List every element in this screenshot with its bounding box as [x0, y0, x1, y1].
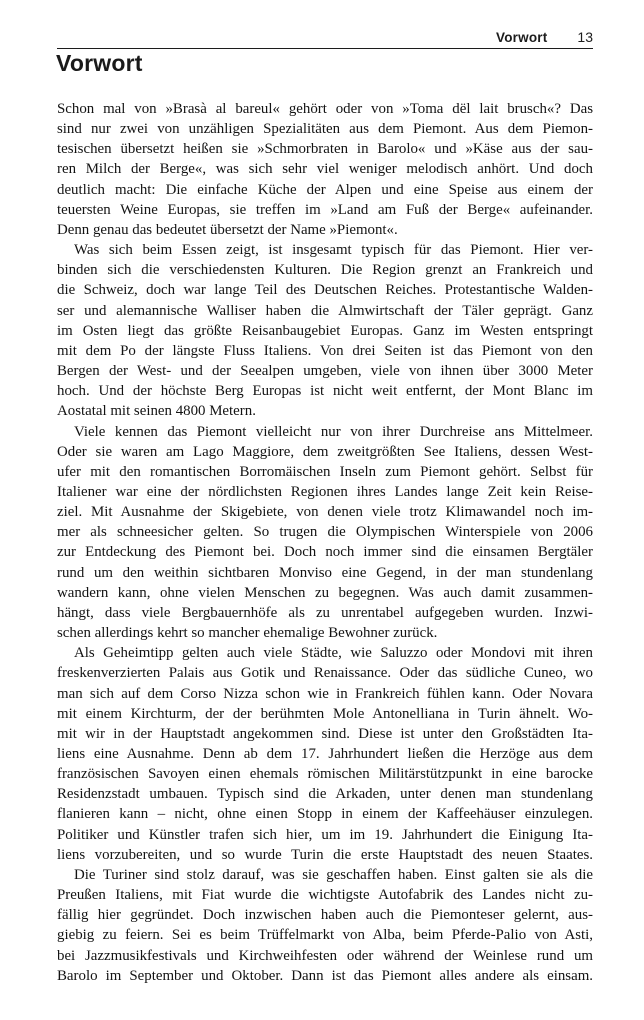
text-line: ser und alemannische Walliser haben die Almwirtschaft der Täler geprägt. Ganz [57, 302, 593, 319]
text-line: Was sich beim Essen zeigt, ist insgesamt typisch für das Piemont. Hier ver- [74, 242, 593, 259]
text-line: Schon mal von »Brasà al bareul« gehört oder von »Toma dël lait brusch«? Das [57, 101, 593, 117]
running-header [57, 29, 593, 49]
text-line: mit wir in der Hauptstadt angekommen sind. Diese ist unter den Großstädten Ita- [57, 725, 593, 742]
text-line: Die Turiner sind stolz darauf, was sie geschaffen haben. Einst galten sie als die [74, 866, 593, 883]
text-line: wandern kann, ohne vielen Menschen zu begegnen. Was auch damit zusammen- [57, 584, 593, 601]
text-line: ufer mit den romantischen Borromäischen Inseln zum Piemont gehört. Selbst für [57, 463, 593, 480]
text-line: binden sich die verschiedensten Kulturen. Die Region grenzt an Frankreich und [57, 262, 593, 279]
text-line: französischen Savoyen einen ehemals römischen Militärstützpunkt in eine barocke [57, 766, 593, 783]
text-line: Barolo im September und Oktober. Dann ist das Piemont alles andere als einsam. [57, 967, 593, 984]
text-line: Oder sie waren am Lago Maggiore, dem zweitgrößten See Italiens, dessen West- [57, 443, 593, 460]
text-line: Politiker und Künstler trafen sich hier, um im 19. Jahrhundert die Einigung Ita- [57, 826, 593, 843]
text-line: Italiener war eine der nördlichsten Regionen ihres Landes lange Zeit kein Reise- [57, 483, 593, 500]
text-line: man sich auf dem Corso Nizza schon wie in Frankreich fühlen kann. Oder Novara [57, 685, 593, 702]
page-title: Vorwort [56, 50, 143, 76]
text-line: Aostatal mit seinen 4800 Metern. [57, 403, 256, 420]
paragraph [57, 99, 593, 240]
text-line: fällig hier gegründet. Doch inzwischen haben auch die Piemonteser gelernt, aus- [57, 907, 593, 924]
text-line: Als Geheimtipp gelten auch viele Städte, wie Saluzzo oder Mondovi mit ihren [74, 645, 593, 662]
text-line: Viele kennen das Piemont vielleicht nur von ihrer Durchreise ans Mittelmeer. [74, 423, 593, 440]
text-line: Residenzstadt umbauen. Typisch sind die Arkaden, unter denen man stundenlang [57, 786, 593, 803]
text-line: schen allerdings kehrt so mancher ehemalige Bewohner zurück. [57, 625, 438, 642]
page-number: 13 [577, 29, 593, 45]
running-header-section-title: Vorwort [496, 30, 548, 45]
text-line: ziel. Mit Ausnahme der Skigebiete, von denen viele trotz Klimawandel noch im- [57, 504, 593, 521]
text-line: Preußen Italiens, mit Fiat wurde die wichtigste Autofabrik des Landes nicht zu- [57, 887, 593, 904]
text-line: mit einem Kirchturm, der der berühmten Mole Antonelliana in Turin ähnelt. Wo- [57, 705, 593, 722]
text-line: die Schweiz, doch war lange Teil des Deutschen Reiches. Protestantische Walden- [57, 282, 593, 299]
text-line: teuersten Weine Europas, sie treffen im »Land am Fuß der Berge« aufeinander. [57, 201, 593, 218]
text-line: rund um den weithin sichtbaren Monviso eine Gegend, in der man stundenlang [57, 564, 593, 581]
text-line: Denn genau das bedeutet übersetzt der Name »Piemont«. [57, 221, 398, 238]
text-line: sind nur zwei von unzähligen Spezialitäten aus dem Piemont. Aus dem Piemon- [57, 121, 593, 138]
text-line: mer als schneesicher gelten. So trugen die Olympischen Winterspiele von 2006 [57, 524, 593, 541]
body-text [57, 99, 593, 986]
text-line: Bergen der West- und der Seealpen umgeben, viele von ihnen über 3000 Meter [57, 363, 593, 380]
text-line: ren Milch der Berge«, was sich sehr viel weniger melodisch anhört. Und doch [57, 161, 593, 178]
text-line: bei Jazzmusikfestivals und Kirchweihfesten oder während der Weinlese rund um [57, 947, 593, 964]
text-line: im Osten liegt das größte Reisanbaugebiet Europas. Ganz im Westen entspringt [57, 322, 593, 339]
text-line: hängt, dass viele Bergbauernhöfe als zu unrentabel aufgegeben wurden. Inzwi- [57, 604, 593, 621]
text-line: liens vorzubereiten, und so wurde Turin die erste Hauptstadt des neuen Staates. [57, 846, 593, 863]
paragraph [57, 422, 593, 644]
paragraph [57, 865, 593, 986]
text-line: freskenverzierten Palais aus Gotik und Renaissance. Oder das südliche Cuneo, wo [57, 665, 593, 682]
paragraph [57, 240, 593, 421]
text-line: liens eine Ausnahme. Denn ab dem 17. Jahrhundert ließen die Herzöge aus dem [57, 746, 593, 762]
text-line: deutlich macht: Die einfache Küche der Alpen und eine Speise aus einem der [57, 181, 593, 198]
text-line: hoch. Und der höchste Berg Europas ist nicht weit entfernt, der Mont Blanc im [57, 383, 593, 400]
text-line: zur Entdeckung des Piemont bei. Doch noch immer sind die einsamen Bergtäler [57, 544, 593, 561]
text-line: flanieren kann – nicht, ohne einen Stopp in einem der Kaffeehäuser einzulegen. [57, 806, 593, 823]
text-line: giebig zu feiern. Sei es beim Trüffelmarkt von Alba, beim Pferde-Palio von Asti, [57, 927, 593, 944]
text-line: tesischen übersetzt heißen sie »Schmorbraten in Barolo« und »Käse aus der sau- [57, 141, 593, 158]
paragraph [57, 643, 593, 865]
text-line: mit dem Po der längste Fluss Italiens. Von drei Seiten ist das Piemont von den [57, 342, 593, 359]
